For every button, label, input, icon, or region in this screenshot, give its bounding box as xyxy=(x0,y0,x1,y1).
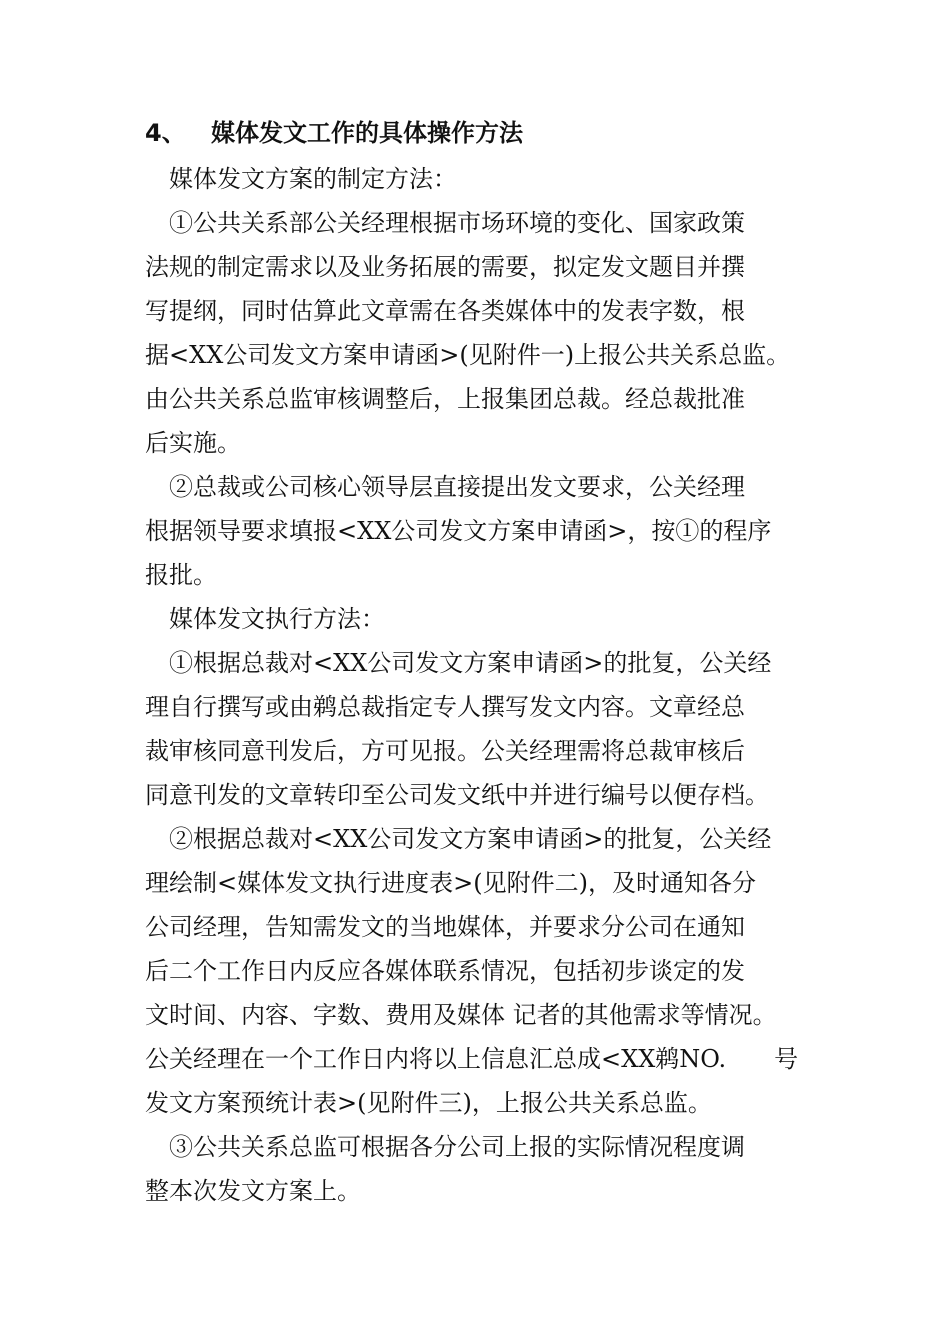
text-line: 媒体发文方案的制定方法： xyxy=(145,165,457,193)
text-line: 媒体发文执行方法： xyxy=(145,605,385,633)
section-title: 媒体发文工作的具体操作方法 xyxy=(211,119,523,147)
text-line: 报批。 xyxy=(145,561,217,589)
text-line: 整本次发文方案上。 xyxy=(145,1177,361,1205)
text-line: 写提纲，同时估算此文章需在各类媒体中的发表字数，根 xyxy=(145,297,745,325)
text-line: 后实施。 xyxy=(145,429,241,457)
text-line: 法规的制定需求以及业务拓展的需要，拟定发文题目并撰 xyxy=(145,253,745,281)
text-line: 发文方案预统计表>(见附件三)，上报公共关系总监。 xyxy=(145,1089,712,1117)
text-line: 后二个工作日内反应各媒体联系情况，包括初步谈定的发 xyxy=(145,957,745,985)
text-line: 据<XX公司发文方案申请函>(见附件一)上报公共关系总监。 xyxy=(145,341,791,369)
text-line: ①根据总裁对<XX公司发文方案申请函>的批复，公关经 xyxy=(145,649,772,677)
text-line: ②总裁或公司核心领导层直接提出发文要求，公关经理 xyxy=(145,473,745,501)
text-line: 理自行撰写或由鹈总裁指定专人撰写发文内容。文章经总 xyxy=(145,693,745,721)
text-line: ③公共关系总监可根据各分公司上报的实际情况程度调 xyxy=(145,1133,745,1161)
text-line: 同意刊发的文章转印至公司发文纸中并进行编号以便存档。 xyxy=(145,781,769,809)
text-line: 公关经理在一个工作日内将以上信息汇总成<XX鹈NO. 号 xyxy=(145,1045,799,1073)
text-line: 公司经理，告知需发文的当地媒体，并要求分公司在通知 xyxy=(145,913,745,941)
section-heading xyxy=(145,113,523,153)
text-line: 理绘制<媒体发文执行进度表>(见附件二)，及时通知各分 xyxy=(145,869,756,897)
text-line: 根据领导要求填报<XX公司发文方案申请函>，按①的程序 xyxy=(145,517,772,545)
text-line: 由公共关系总监审核调整后，上报集团总裁。经总裁批准 xyxy=(145,385,745,413)
text-line: 文时间、内容、字数、费用及媒体 记者的其他需求等情况。 xyxy=(145,1001,777,1029)
text-line: ②根据总裁对<XX公司发文方案申请函>的批复，公关经 xyxy=(145,825,772,853)
section-number: 4、 xyxy=(145,119,186,147)
text-line: 裁审核同意刊发后，方可见报。公关经理需将总裁审核后 xyxy=(145,737,745,765)
text-line: ①公共关系部公关经理根据市场环境的变化、国家政策 xyxy=(145,209,745,237)
